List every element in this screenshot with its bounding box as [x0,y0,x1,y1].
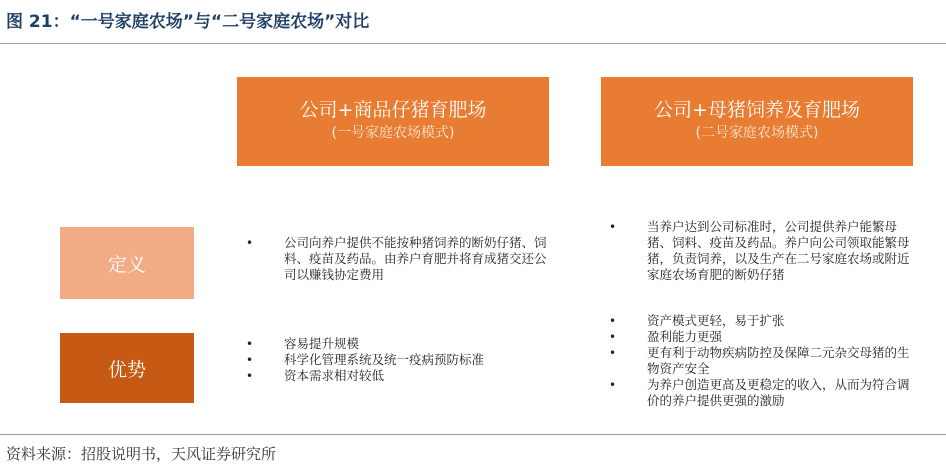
column-header-title: 公司+商品仔猪育肥场 [299,99,487,121]
list-item: • 当养户达到公司标准时，公司提供养户能繁母猪、饲料、疫苗及药品。养户向公司领取能繁母猪，负责饲养，以及生产在二号家庭农场或附近家庭农场育肥的断奶仔猪 [607,219,917,283]
column-header-family-farm-1 [237,77,549,166]
advantage-list-farm-2 [607,313,917,409]
figure-title: 图 21：“一号家庭农场”与“二号家庭农场”对比 [6,12,370,32]
list-item: • 容易提升规模 [244,336,554,352]
list-item: • 更有利于动物疾病防控及保障二元杂交母猪的生物资产安全 [607,345,917,377]
row-label-definition: 定义 [60,227,194,299]
list-item: • 公司向养户提供不能按种猪饲养的断奶仔猪、饲料、疫苗及药品。由养户育肥并将育成猪交还公司以赚钱协定费用 [244,235,554,283]
row-label-advantage: 优势 [60,333,194,403]
advantage-list-farm-1 [244,336,554,384]
list-item: • 资本需求相对较低 [244,368,554,384]
column-header-title: 公司+母猪饲养及育肥场 [654,99,860,121]
list-item: • 盈利能力更强 [607,329,917,345]
list-item: • 资产模式更轻，易于扩张 [607,313,917,329]
definition-list-farm-2 [607,219,917,283]
definition-list-farm-1 [244,235,554,283]
list-item: • 科学化管理系统及统一疫病预防标准 [244,352,554,368]
list-item: • 为养户创造更高及更稳定的收入，从而为符合调价的养户提供更强的激励 [607,377,917,409]
column-header-subtitle: (二号家庭农场模式) [695,125,819,141]
column-header-subtitle: (一号家庭农场模式) [331,125,455,141]
bottom-divider [0,434,946,435]
top-divider [0,43,946,44]
source-note: 资料来源：招股说明书，天风证券研究所 [6,445,277,463]
column-header-family-farm-2 [601,77,913,166]
